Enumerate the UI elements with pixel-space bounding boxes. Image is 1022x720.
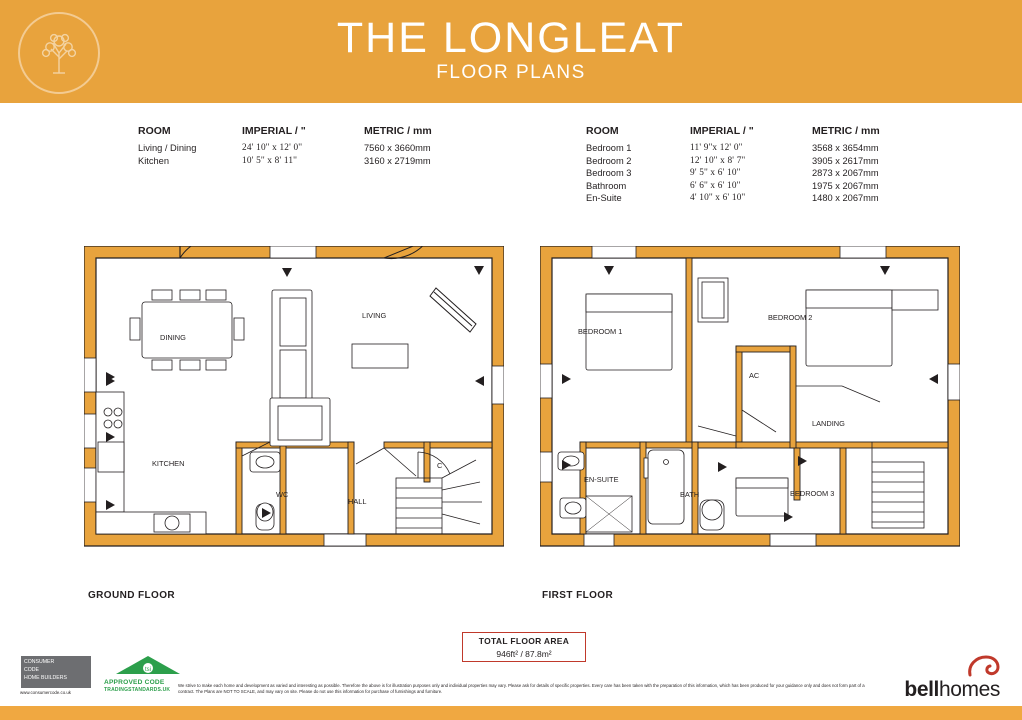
brand-light: homes	[938, 678, 1000, 701]
schedule-room-metric: 2873 x 2067mm	[812, 168, 879, 178]
schedule-room-metric: 3905 x 2617mm	[812, 155, 879, 166]
schedule-room-name: Bedroom 2	[586, 155, 632, 166]
room-label-wc: WC	[276, 490, 289, 499]
schedule-room-imperial: 24' 10'' x 12' 0''	[242, 143, 303, 153]
table-row	[138, 156, 484, 169]
schedule-room-name: Bedroom 3	[586, 168, 632, 178]
consumer-code-line1: CONSUMER	[24, 659, 55, 665]
approved-code-line1: APPROVED CODE	[104, 679, 165, 686]
schedule-header-room: ROOM	[586, 125, 619, 137]
table-row	[138, 143, 484, 156]
schedule-room-name: Living / Dining	[138, 143, 197, 153]
consumer-code-url: www.consumercode.co.uk	[20, 690, 72, 695]
approved-code-line2: TRADINGSTANDARDS.UK	[104, 687, 171, 693]
ground-floor-plan	[84, 246, 504, 566]
disclaimer-text: We strive to make each home and development as varied and interesting as possible. Therefore the above is for illustration purposes only and individual properties may vary. Please ask for details of specific properties. Every care has been taken with the preparation of this information, which has been produced for your guidance only and does not form part of a contract. The Plans are NOT TO SCALE, and may vary on site. Please do not use this information for purchase of furnishings and furniture.	[178, 683, 865, 695]
schedule-header-imperial: IMPERIAL / "	[690, 125, 754, 137]
svg-text:tsi: tsi	[145, 667, 151, 673]
page-header	[0, 0, 1022, 103]
schedule-header-room: ROOM	[138, 125, 171, 137]
schedule-header-metric: METRIC / mm	[364, 125, 432, 137]
room-label-bath: BATH	[680, 490, 700, 499]
schedule-room-metric: 3160 x 2719mm	[364, 155, 431, 166]
consumer-code-logo	[20, 655, 92, 689]
schedule-room-imperial: 4' 10'' x 6' 10''	[690, 193, 746, 203]
schedule-header-imperial: IMPERIAL / "	[242, 125, 306, 137]
schedule-header-metric: METRIC / mm	[812, 125, 880, 137]
room-label-bedroom-3: BEDROOM 3	[790, 489, 835, 498]
room-label-bedroom-1: BEDROOM 1	[578, 327, 623, 336]
room-label-dining: DINING	[160, 333, 186, 342]
table-row	[586, 143, 932, 156]
table-row	[586, 168, 932, 181]
schedule-room-imperial: 11' 9''x 12' 0''	[690, 143, 743, 153]
schedule-room-name: Bathroom	[586, 180, 627, 191]
brand-bold: bell	[904, 678, 939, 701]
room-label-bedroom-2: BEDROOM 2	[768, 313, 813, 322]
schedule-room-imperial: 12' 10'' x 8' 7''	[690, 155, 746, 166]
bell-homes-wordmark	[904, 678, 1000, 702]
table-row	[586, 156, 932, 169]
schedule-room-metric: 1975 x 2067mm	[812, 180, 879, 191]
room-schedule-first	[586, 125, 932, 206]
room-label-cupboard: C	[437, 461, 443, 470]
total-floor-area-title: TOTAL FLOOR AREA	[478, 636, 570, 646]
schedule-room-imperial: 9' 5'' x 6' 10''	[690, 168, 741, 178]
consumer-code-line2: CODE	[24, 666, 39, 673]
room-schedule-ground	[138, 125, 484, 168]
schedule-room-name: En-Suite	[586, 193, 622, 203]
first-floor-plan	[540, 246, 960, 566]
room-label-landing: LANDING	[812, 419, 845, 428]
consumer-code-line4: HOME BUILDERS	[24, 674, 67, 681]
schedule-room-metric: 1480 x 2067mm	[812, 193, 879, 203]
page-title: THE LONGLEAT	[336, 14, 686, 62]
schedule-room-metric: 3568 x 3654mm	[812, 143, 879, 153]
ground-floor-label: GROUND FLOOR	[88, 590, 176, 601]
dining-furniture	[130, 290, 244, 370]
room-label-ensuite: EN-SUITE	[584, 475, 619, 484]
table-row	[586, 193, 932, 206]
room-label-ac: AC	[749, 371, 760, 380]
room-label-hall: HALL	[348, 497, 367, 506]
schedule-room-imperial: 10' 5'' x 8' 11''	[242, 155, 297, 166]
bell-homes-swoosh-icon	[966, 655, 1000, 677]
room-label-kitchen: KITCHEN	[152, 459, 185, 468]
table-row	[586, 181, 932, 194]
schedule-room-name: Kitchen	[138, 155, 170, 166]
total-floor-area	[462, 632, 586, 662]
schedule-room-metric: 7560 x 3660mm	[364, 143, 431, 153]
room-label-living: LIVING	[362, 311, 387, 320]
schedule-room-name: Bedroom 1	[586, 143, 632, 153]
schedule-room-imperial: 6' 6'' x 6' 10''	[690, 180, 741, 191]
page-subtitle: FLOOR PLANS	[436, 62, 586, 83]
total-floor-area-value: 946ft² / 87.8m²	[496, 649, 552, 659]
first-floor-label: FIRST FLOOR	[542, 590, 614, 601]
